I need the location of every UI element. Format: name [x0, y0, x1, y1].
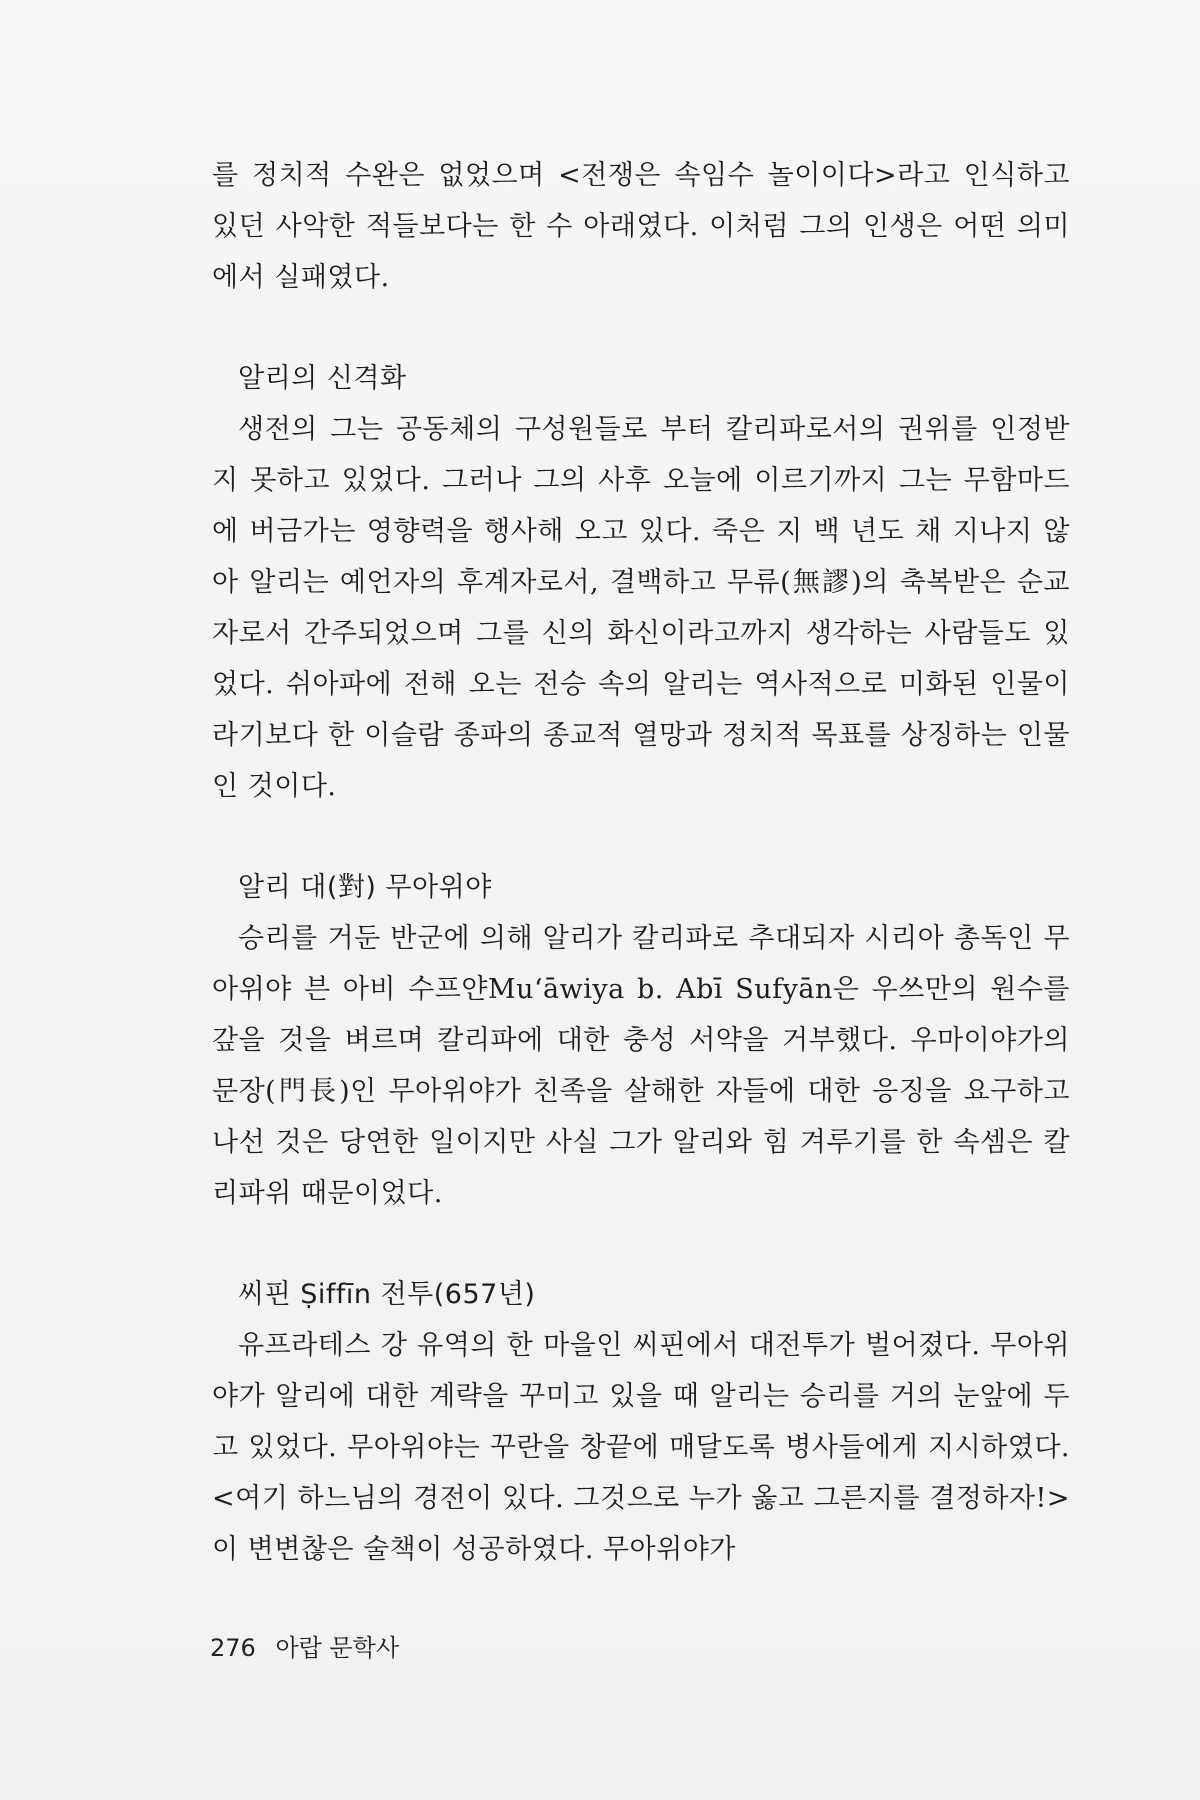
page-body [212, 150, 1070, 1575]
section-paragraph: 유프라테스 강 유역의 한 마을인 씨핀에서 대전투가 벌어졌다. 무아위야가 알리에 대한 계략을 꾸미고 있을 때 알리는 승리를 거의 눈앞에 두고 있었다. 무아위야는 꾸란을 창끝에 매달도록 병사들에게 지시하였다. <여기 하느님의 경전이 있다. 그것으로 누가 옳고 그른지를 결정하자!> 이 변변찮은 술책이 성공하였다. 무아위야가 [212, 1330, 1070, 1565]
section-gap [212, 1219, 1070, 1269]
section-paragraph: 생전의 그는 공동체의 구성원들로 부터 칼리파로서의 권위를 인정받지 못하고 있었다. 그러나 그의 사후 오늘에 이르기까지 그는 무함마드에 버금가는 영향력을 행사해 오고 있다. 죽은 지 백 년도 채 지나지 않아 알리는 예언자의 후계자로서, 결백하고 무류(無謬)의 축복받은 순교자로서 간주되었으며 그를 신의 화신이라고까지 생각하는 사람들도 있었다. 쉬아파에 전해 오는 전승 속의 알리는 역사적으로 미화된 인물이라기보다 한 이슬람 종파의 종교적 열망과 정치적 목표를 상징하는 인물인 것이다. [212, 414, 1070, 802]
running-title: 아랍 문학사 [275, 1634, 400, 1662]
section-heading: 알리의 신격화 [238, 363, 407, 394]
page-footer [210, 1628, 399, 1663]
section-gap [212, 812, 1070, 862]
section-heading: 알리 대(對) 무아위야 [238, 872, 492, 903]
intro-paragraph: 를 정치적 수완은 없었으며 <전쟁은 속임수 놀이이다>라고 인식하고 있던 사악한 적들보다는 한 수 아래였다. 이처럼 그의 인생은 어떤 의미에서 실패였다. [212, 160, 1070, 293]
section-paragraph: 승리를 거둔 반군에 의해 알리가 칼리파로 추대되자 시리아 총독인 무아위야 븐 아비 수프얀Mu‘āwiya b. Abī Sufyān은 우쓰만의 원수를 갚을 것을 벼르며 칼리파에 대한 충성 서약을 거부했다. 우마이야가의 문장(門長)인 무아위야가 친족을 살해한 자들에 대한 응징을 요구하고 나선 것은 당연한 일이지만 사실 그가 알리와 힘 겨루기를 한 속셈은 칼리파위 때문이었다. [212, 923, 1070, 1209]
page-number: 276 [210, 1634, 256, 1662]
section-gap [212, 303, 1070, 353]
section-heading: 씨핀 Ṣiffīn 전투(657년) [238, 1279, 536, 1310]
